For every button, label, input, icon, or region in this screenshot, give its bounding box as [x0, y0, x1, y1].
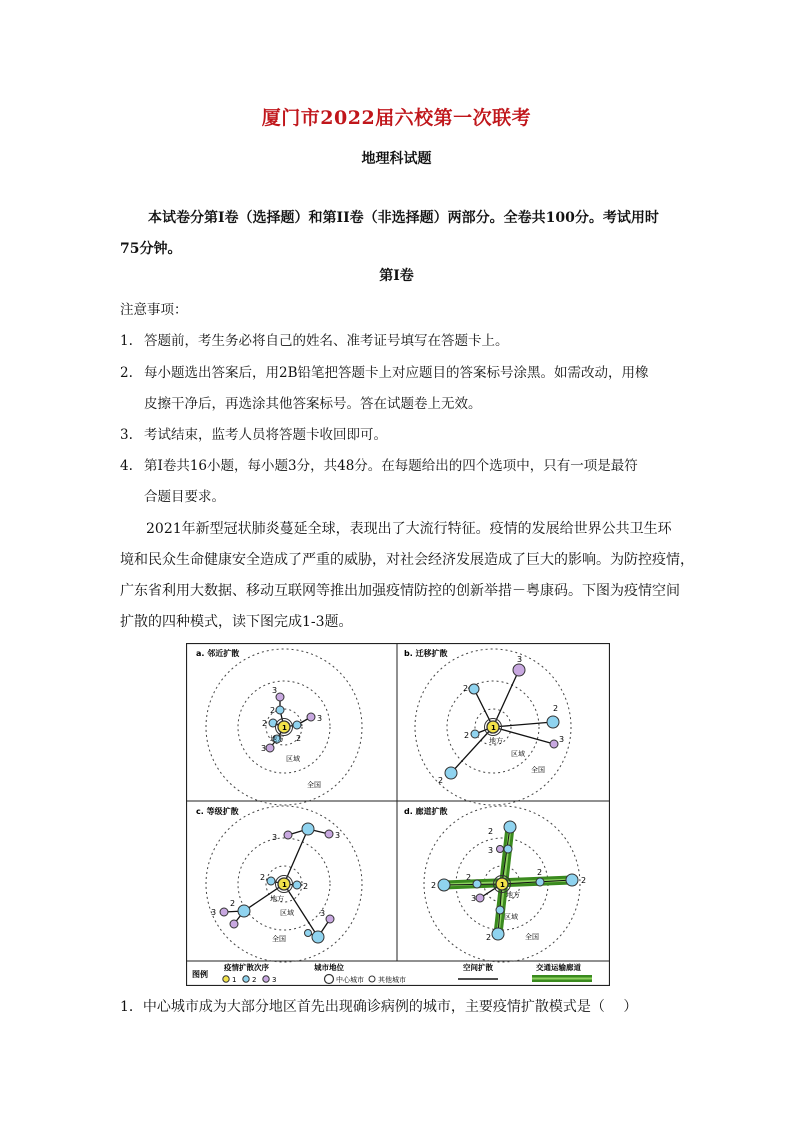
node-label: 2: [303, 882, 309, 891]
ring-label-local: 地方: [506, 891, 520, 899]
passage-line-1: 2021年新型冠状肺炎蔓延全球，表现出了大流行特征。疫情的发展给世界公共卫生环: [146, 521, 672, 537]
node-order2: [238, 905, 250, 917]
ring-label-region: 区域: [280, 909, 294, 917]
node-order2: [492, 928, 504, 940]
notice-item-text: 每小题选出答案后，用2B铅笔把答题卡上对应题目的答案标号涂黑。如需改动，用橡: [144, 365, 649, 381]
legend-center-city-label: 中心城市: [336, 976, 364, 984]
node-label: 3: [272, 833, 278, 842]
node-order2: [276, 706, 284, 714]
exam-title: 厦门市2022届六校第一次联考: [261, 107, 532, 129]
node-order2: [504, 845, 512, 853]
ring-label-region: 区域: [286, 755, 300, 763]
node-label: 3: [320, 909, 326, 918]
node-order2: [438, 879, 450, 891]
node-order3: [276, 693, 284, 701]
notice-item-text: 考试结束，监考人员将答题卡收回即可。: [144, 427, 387, 443]
node-label: 3: [211, 908, 217, 917]
node-order2: [547, 716, 559, 728]
node-order3: [305, 930, 312, 937]
legend-title: 图例: [192, 970, 208, 979]
node-order2: [473, 880, 481, 888]
ring-label-country: 全国: [272, 935, 286, 943]
notice-item-2-cont: 皮擦干净后，再选涂其他答案标号。答在试题卷上无效。: [144, 396, 482, 412]
node-order3: [476, 894, 484, 902]
node-label: 2: [438, 776, 444, 785]
node-order2: [469, 684, 479, 694]
node-order3: [266, 744, 274, 752]
panel-b-label: b. 迁移扩散: [404, 649, 448, 658]
node-label: 3: [471, 894, 477, 903]
node-label: 2: [581, 876, 587, 885]
legend-spread-label: 空间扩散: [463, 963, 493, 972]
node-label: 1: [282, 881, 287, 889]
legend-center-city-icon: [325, 975, 334, 984]
node-label: 2: [464, 731, 470, 740]
node-label: 2: [230, 899, 236, 908]
ring-label-country: 全国: [531, 766, 545, 774]
node-label: 2: [260, 873, 266, 882]
notice-item-4: [120, 456, 638, 476]
node-order2: [471, 730, 479, 738]
node-order3: [230, 920, 238, 928]
panel-d-label: d. 廊道扩散: [404, 807, 448, 816]
ring-label-region: 区域: [504, 913, 518, 921]
ring-label-local: 地方: [270, 735, 284, 743]
node-order3: [550, 740, 558, 748]
node-order3: [307, 713, 315, 721]
node-order3: [326, 915, 334, 923]
legend-order1-label: 1: [232, 976, 237, 984]
node-label: 3: [488, 846, 494, 855]
node-order2: [293, 721, 301, 729]
node-label: 2: [296, 734, 302, 743]
node-order2: [445, 767, 457, 779]
notice-item-number: 1.: [120, 333, 133, 349]
node-order3: [284, 831, 292, 839]
node-label: 2: [466, 873, 472, 882]
node-label: 3: [335, 831, 341, 840]
node-label: 3: [272, 686, 278, 695]
notice-item-4-cont: 合题目要求。: [144, 489, 225, 505]
question-1: 1．中心城市成为大部分地区首先出现确诊病例的城市，主要疫情扩散模式是（ ）: [120, 999, 638, 1015]
intro-line-1: 本试卷分第Ⅰ卷（选择题）和第II卷（非选择题）两部分。全卷共100分。考试用时: [148, 210, 659, 226]
node-label: 2: [431, 881, 437, 890]
notice-item-text: 答题前，考生务必将自己的姓名、准考证号填写在答题卡上。: [144, 333, 509, 349]
diffusion-figure: [186, 643, 610, 986]
legend-order3-swatch: [263, 976, 269, 982]
notice-item-3: [120, 425, 387, 445]
node-label: 1: [500, 881, 505, 889]
ring-label-local: 地方: [270, 895, 284, 903]
legend-order3-label: 3: [272, 976, 277, 984]
panel-a-label: a. 邻近扩散: [196, 649, 240, 658]
node-order3: [513, 664, 525, 676]
node-order3: [325, 830, 333, 838]
node-label: 3: [317, 714, 323, 723]
node-order2: [536, 878, 544, 886]
section-title: 第Ⅰ卷: [379, 268, 414, 284]
ring-label-local: 地方: [489, 737, 503, 745]
legend-order-title: 疫情扩散次序: [224, 963, 269, 972]
node-order3: [497, 846, 504, 853]
legend-order2-swatch: [243, 976, 249, 982]
notice-item-number: 2.: [120, 365, 133, 381]
notice-item-1: [120, 331, 509, 351]
legend-other-city-label: 其他城市: [378, 976, 406, 984]
node-label: 2: [463, 684, 469, 693]
ring-label-region: 区域: [511, 750, 525, 758]
intro-line-2: 75分钟。: [120, 241, 182, 257]
node-label: 2: [262, 719, 268, 728]
node-label: 3: [559, 735, 565, 744]
node-label: 2: [488, 827, 494, 836]
node-label: 1: [491, 724, 496, 732]
notice-item-number: 3.: [120, 427, 133, 443]
ring-label-country: 全国: [525, 933, 539, 941]
ring-label-country: 全国: [307, 781, 321, 789]
node-label: 2: [537, 868, 543, 877]
node-label: 2: [553, 704, 559, 713]
node-label: 3: [517, 655, 523, 664]
panel-c-label: c. 等级扩散: [196, 807, 239, 816]
legend-order2-label: 2: [252, 976, 257, 984]
legend-other-city-icon: [369, 976, 375, 982]
legend-corridor-label: 交通运输廊道: [536, 963, 581, 972]
node-order2: [267, 877, 275, 885]
node-label: 3: [261, 744, 267, 753]
notice-item-text: 第Ⅰ卷共16小题，每小题3分，共48分。在每题给出的四个选项中，只有一项是最符: [144, 458, 638, 474]
node-label: 2: [486, 933, 492, 942]
node-label: 2: [270, 706, 276, 715]
notice-title: 注意事项：: [120, 302, 188, 318]
node-order2: [302, 823, 314, 835]
passage-line-2: 境和民众生命健康安全造成了严重的威胁，对社会经济发展造成了巨大的影响。为防控疫情，: [120, 552, 694, 568]
notice-item-2: [120, 363, 649, 383]
node-order2: [566, 874, 578, 886]
node-order2: [293, 881, 301, 889]
node-order2: [504, 821, 516, 833]
exam-subtitle: 地理科试题: [361, 151, 432, 167]
node-order3: [220, 908, 228, 916]
node-order2: [496, 906, 504, 914]
legend-city-title: 城市地位: [314, 963, 344, 972]
legend-order1-swatch: [223, 976, 229, 982]
passage-line-4: 扩散的四种模式，读下图完成1-3题。: [120, 614, 353, 630]
node-label: 1: [282, 724, 287, 732]
notice-item-number: 4.: [120, 458, 133, 474]
node-order2: [312, 931, 324, 943]
passage-line-3: 广东省利用大数据、移动互联网等推出加强疫情防控的创新举措－粤康码。下图为疫情空间: [120, 583, 680, 599]
